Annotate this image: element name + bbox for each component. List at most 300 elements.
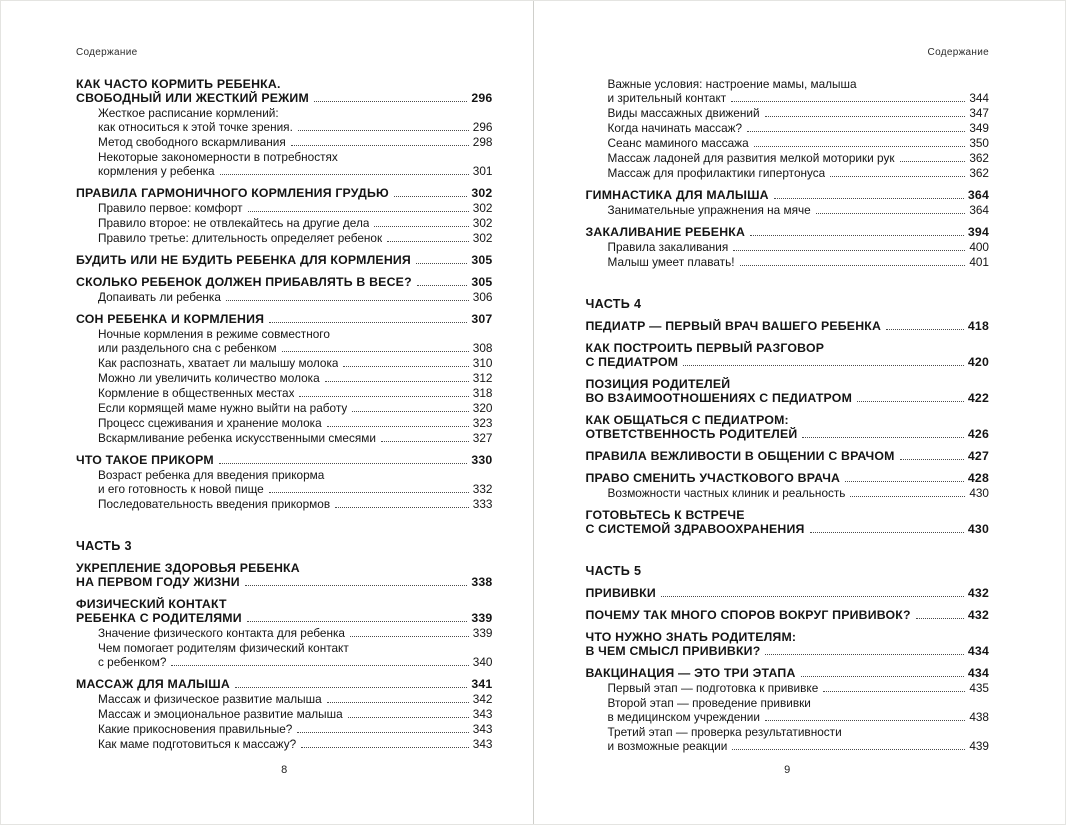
toc-entry-line <box>585 319 989 333</box>
toc-entry-text: ЧТО НУЖНО ЗНАТЬ РОДИТЕЛЯМ: <box>585 630 797 644</box>
toc-entry <box>585 377 989 405</box>
toc-entry <box>585 341 989 369</box>
toc-entry-line <box>98 341 492 355</box>
toc-page-number: 320 <box>472 401 493 415</box>
toc-entry-line <box>98 722 492 736</box>
toc-page-number: 347 <box>969 106 989 120</box>
dot-leader <box>343 366 468 367</box>
dot-leader <box>374 226 468 227</box>
toc-entry-line <box>585 608 989 622</box>
toc-part-heading <box>585 297 989 311</box>
toc-entry-text: ЗАКАЛИВАНИЕ РЕБЕНКА <box>585 225 746 239</box>
toc-entry <box>76 253 492 267</box>
toc-part-heading <box>76 539 492 553</box>
toc-entry-line <box>585 586 989 600</box>
dot-leader <box>801 676 964 677</box>
toc-entry-line <box>76 253 492 267</box>
toc-entry-text: Второй этап — проведение прививки <box>607 696 811 710</box>
toc-entry-text: В ЧЕМ СМЫСЛ ПРИВИВКИ? <box>585 644 761 658</box>
toc-page-number: 364 <box>969 203 989 217</box>
toc-entry-text: Правило первое: комфорт <box>98 201 243 215</box>
dot-leader <box>750 235 964 236</box>
toc-page-number: 318 <box>472 386 493 400</box>
toc-entry <box>585 151 989 165</box>
toc-entry <box>585 608 989 622</box>
toc-entry-text: КАК ЧАСТО КОРМИТЬ РЕБЕНКА. <box>76 77 281 91</box>
dot-leader <box>916 618 964 619</box>
toc-entry-line <box>585 413 989 427</box>
toc-page-number: 301 <box>472 164 493 178</box>
toc-entry-text: Последовательность введения прикормов <box>98 497 331 511</box>
toc-entry <box>585 681 989 695</box>
toc-page-number: 343 <box>472 722 493 736</box>
toc-entry <box>585 136 989 150</box>
toc-entry <box>76 737 492 751</box>
toc-entry-line <box>98 371 492 385</box>
dot-leader <box>830 176 965 177</box>
toc-page-number: 339 <box>472 626 493 640</box>
toc-entry <box>76 561 492 589</box>
toc-entry-line <box>98 497 492 511</box>
toc-entry-line <box>98 707 492 721</box>
dot-leader <box>900 459 964 460</box>
toc-entry <box>76 722 492 736</box>
toc-entry-text: Возможности частных клиник и реальность <box>607 486 846 500</box>
toc-entry-line <box>98 468 492 482</box>
toc-entry-text: БУДИТЬ ИЛИ НЕ БУДИТЬ РЕБЕНКА ДЛЯ КОРМЛЕНИЯ <box>76 253 411 267</box>
toc-page-number: 327 <box>472 431 493 445</box>
toc-entry-line <box>607 203 989 217</box>
toc-entry <box>76 216 492 230</box>
dot-leader <box>171 665 468 666</box>
dot-leader <box>845 481 964 482</box>
page-number-right: 9 <box>784 764 791 776</box>
toc-entry <box>585 225 989 239</box>
running-header-left: Содержание <box>76 47 138 58</box>
toc-entry-line <box>98 216 492 230</box>
toc-entry-line <box>76 275 492 289</box>
dot-leader <box>387 241 469 242</box>
dot-leader <box>327 702 469 703</box>
toc-entry <box>585 106 989 120</box>
toc-entry-text: Значение физического контакта для ребенка <box>98 626 345 640</box>
toc-entry-line <box>98 150 492 164</box>
toc-page-number: 302 <box>472 201 493 215</box>
toc-entry-line <box>585 471 989 485</box>
toc-page-number: 302 <box>471 186 493 200</box>
toc-entry-text: ВАКЦИНАЦИЯ — ЭТО ТРИ ЭТАПА <box>585 666 796 680</box>
toc-entry <box>76 231 492 245</box>
toc-entry-text: Чем помогает родителям физический контакт <box>98 641 349 655</box>
toc-page-number: 323 <box>472 416 493 430</box>
dot-leader <box>352 411 469 412</box>
toc-entry-line <box>585 644 989 658</box>
toc-entry-text: С СИСТЕМОЙ ЗДРАВООХРАНЕНИЯ <box>585 522 805 536</box>
toc-entry-text: Когда начинать массаж? <box>607 121 743 135</box>
toc-entry-text: Ночные кормления в режиме совместного <box>98 327 330 341</box>
toc-entry-line <box>98 737 492 751</box>
toc-entry-text: Как распознать, хватает ли малышу молока <box>98 356 339 370</box>
toc-entry <box>76 416 492 430</box>
toc-entry-line <box>607 255 989 269</box>
toc-entry-line <box>585 188 989 202</box>
dot-leader <box>245 585 468 586</box>
toc-entry-text: и его готовность к новой пище <box>98 482 264 496</box>
toc-entry <box>76 431 492 445</box>
toc-entry-line <box>585 508 989 522</box>
toc-entry-text: с ребенком? <box>98 655 167 669</box>
toc-entry-text: ПОЧЕМУ ТАК МНОГО СПОРОВ ВОКРУГ ПРИВИВОК? <box>585 608 911 622</box>
toc-entry <box>585 255 989 269</box>
toc-entry-text: и возможные реакции <box>607 739 728 753</box>
toc-entry-text: в медицинском учреждении <box>607 710 760 724</box>
dot-leader <box>733 250 965 251</box>
toc-entry <box>76 497 492 511</box>
toc-left <box>76 77 492 751</box>
toc-entry <box>76 150 492 178</box>
toc-entry <box>585 471 989 485</box>
dot-leader <box>291 145 469 146</box>
dot-leader <box>754 146 966 147</box>
dot-leader <box>282 351 469 352</box>
toc-entry-line <box>98 201 492 215</box>
toc-page-number: 310 <box>472 356 493 370</box>
toc-page-number: 394 <box>967 225 989 239</box>
toc-page-number: 434 <box>967 666 989 680</box>
toc-entry <box>585 319 989 333</box>
toc-entry <box>585 166 989 180</box>
dot-leader <box>325 381 469 382</box>
toc-entry-line <box>76 611 492 625</box>
toc-entry-text: Вскармливание ребенка искусственными смесями <box>98 431 376 445</box>
toc-entry <box>76 106 492 134</box>
toc-page-number: 349 <box>969 121 989 135</box>
dot-leader <box>731 101 965 102</box>
toc-entry <box>585 449 989 463</box>
toc-page-number: 308 <box>472 341 493 355</box>
toc-part-heading <box>585 564 989 578</box>
toc-page-number: 330 <box>471 453 493 467</box>
toc-entry <box>585 666 989 680</box>
toc-entry-line <box>607 106 989 120</box>
toc-page-number: 340 <box>472 655 493 669</box>
toc-entry-text: РЕБЕНКА С РОДИТЕЛЯМИ <box>76 611 242 625</box>
toc-entry-line <box>98 106 492 120</box>
toc-entry-line <box>98 164 492 178</box>
toc-page-number: 418 <box>967 319 989 333</box>
toc-entry-text: или раздельного сна с ребенком <box>98 341 277 355</box>
toc-entry-line <box>98 626 492 640</box>
toc-entry-line <box>585 391 989 405</box>
toc-entry-text: ГИМНАСТИКА ДЛЯ МАЛЫША <box>585 188 769 202</box>
toc-entry <box>76 626 492 640</box>
toc-entry-line <box>76 575 492 589</box>
toc-page-number: 307 <box>471 312 493 326</box>
toc-page-number: 422 <box>967 391 989 405</box>
toc-entry-line <box>607 240 989 254</box>
dot-leader <box>900 161 966 162</box>
dot-leader <box>823 691 965 692</box>
dot-leader <box>335 507 469 508</box>
toc-entry-line <box>607 681 989 695</box>
dot-leader <box>350 636 469 637</box>
toc-entry-text: ЧТО ТАКОЕ ПРИКОРМ <box>76 453 214 467</box>
toc-entry <box>585 696 989 724</box>
toc-page-number: 305 <box>471 253 493 267</box>
toc-entry-text: Массаж и эмоциональное развитие малыша <box>98 707 343 721</box>
toc-entry-line <box>98 135 492 149</box>
toc-page-number: 339 <box>471 611 493 625</box>
toc-entry-text: Первый этап — подготовка к прививке <box>607 681 819 695</box>
toc-entry <box>76 356 492 370</box>
toc-entry-text: и зрительный контакт <box>607 91 727 105</box>
toc-entry-text: Массаж ладоней для развития мелкой моторики рук <box>607 151 895 165</box>
toc-page-number: 364 <box>967 188 989 202</box>
toc-entry-text: ПРИВИВКИ <box>585 586 656 600</box>
toc-page-number: 344 <box>969 91 989 105</box>
toc-entry-text: Сеанс маминого массажа <box>607 136 749 150</box>
toc-entry-line <box>98 120 492 134</box>
toc-entry <box>585 508 989 536</box>
page-number-left: 8 <box>281 764 288 776</box>
dot-leader <box>219 463 468 464</box>
toc-entry-line <box>98 386 492 400</box>
toc-entry <box>76 312 492 326</box>
toc-entry-text: Занимательные упражнения на мяче <box>607 203 811 217</box>
toc-page-number: 426 <box>967 427 989 441</box>
toc-entry-text: Важные условия: настроение мамы, малыша <box>607 77 857 91</box>
toc-entry <box>585 203 989 217</box>
toc-entry <box>76 692 492 706</box>
toc-entry <box>76 677 492 691</box>
toc-page-number: 428 <box>967 471 989 485</box>
dot-leader <box>226 300 469 301</box>
toc-entry-line <box>607 166 989 180</box>
toc-entry-text: ФИЗИЧЕСКИЙ КОНТАКТ <box>76 597 227 611</box>
toc-page-number: 296 <box>471 91 493 105</box>
toc-page-number: 305 <box>471 275 493 289</box>
toc-entry-text: Жесткое расписание кормлений: <box>98 106 279 120</box>
toc-entry-text: С ПЕДИАТРОМ <box>585 355 679 369</box>
toc-entry-line <box>585 564 989 578</box>
toc-entry <box>76 597 492 625</box>
toc-entry-line <box>607 696 989 710</box>
dot-leader <box>417 285 468 286</box>
toc-entry <box>76 641 492 669</box>
toc-entry-text: Можно ли увеличить количество молока <box>98 371 320 385</box>
toc-page-number: 343 <box>472 737 493 751</box>
toc-page-number: 332 <box>472 482 493 496</box>
toc-entry <box>76 371 492 385</box>
toc-entry-line <box>585 355 989 369</box>
toc-entry <box>76 386 492 400</box>
toc-entry-text: Процесс сцеживания и хранение молока <box>98 416 322 430</box>
toc-entry-line <box>607 91 989 105</box>
toc-page-number: 434 <box>967 644 989 658</box>
toc-entry-line <box>607 136 989 150</box>
toc-entry-line <box>76 561 492 575</box>
toc-page-number: 296 <box>472 120 493 134</box>
toc-entry-text: ГОТОВЬТЕСЬ К ВСТРЕЧЕ <box>585 508 745 522</box>
toc-page-number: 432 <box>967 586 989 600</box>
dot-leader <box>886 329 964 330</box>
dot-leader <box>765 654 963 655</box>
toc-entry-text: УКРЕПЛЕНИЕ ЗДОРОВЬЯ РЕБЕНКА <box>76 561 300 575</box>
toc-entry-line <box>76 91 492 105</box>
toc-page-number: 306 <box>472 290 493 304</box>
dot-leader <box>810 532 964 533</box>
toc-entry-line <box>76 77 492 91</box>
toc-entry <box>585 188 989 202</box>
toc-page-number: 298 <box>472 135 493 149</box>
toc-entry-text: кормления у ребенка <box>98 164 215 178</box>
toc-page-number: 420 <box>967 355 989 369</box>
toc-entry <box>585 77 989 105</box>
dot-leader <box>802 437 963 438</box>
toc-entry-line <box>98 641 492 655</box>
toc-entry-text: Виды массажных движений <box>607 106 760 120</box>
toc-page-number: 333 <box>472 497 493 511</box>
toc-entry <box>76 186 492 200</box>
toc-entry <box>76 290 492 304</box>
toc-page-number: 400 <box>969 240 989 254</box>
toc-page-number: 341 <box>471 677 493 691</box>
toc-entry <box>585 240 989 254</box>
toc-page-number: 432 <box>967 608 989 622</box>
dot-leader <box>816 213 966 214</box>
toc-entry-text: СОН РЕБЕНКА И КОРМЛЕНИЯ <box>76 312 265 326</box>
toc-page-number: 401 <box>969 255 989 269</box>
dot-leader <box>299 396 468 397</box>
toc-page-number: 302 <box>472 216 493 230</box>
toc-page-number: 302 <box>472 231 493 245</box>
toc-entry-line <box>585 297 989 311</box>
dot-leader <box>740 265 966 266</box>
toc-entry-text: ЧАСТЬ 4 <box>585 297 642 311</box>
toc-entry-line <box>607 710 989 724</box>
toc-page-number: 439 <box>969 739 989 753</box>
toc-entry-text: Массаж и физическое развитие малыша <box>98 692 322 706</box>
dot-leader <box>857 401 964 402</box>
dot-leader <box>850 496 965 497</box>
toc-page-number: 350 <box>969 136 989 150</box>
toc-entry-line <box>98 655 492 669</box>
toc-entry-text: Кормление в общественных местах <box>98 386 295 400</box>
toc-entry-line <box>76 539 492 553</box>
toc-entry-line <box>76 453 492 467</box>
toc-page-number: 438 <box>969 710 989 724</box>
toc-right <box>585 77 989 753</box>
toc-entry-line <box>76 677 492 691</box>
toc-entry <box>76 401 492 415</box>
toc-entry-line <box>607 121 989 135</box>
toc-entry-line <box>98 416 492 430</box>
toc-page-number: 362 <box>969 166 989 180</box>
running-header-right: Содержание <box>927 47 989 58</box>
toc-entry-line <box>585 427 989 441</box>
toc-entry-text: Малыш умеет плавать! <box>607 255 735 269</box>
toc-entry <box>76 135 492 149</box>
dot-leader <box>248 211 469 212</box>
dot-leader <box>732 749 965 750</box>
toc-entry-line <box>98 482 492 496</box>
toc-page-number: 362 <box>969 151 989 165</box>
toc-entry <box>76 453 492 467</box>
toc-entry-text: Некоторые закономерности в потребностях <box>98 150 338 164</box>
toc-entry-text: Допаивать ли ребенка <box>98 290 221 304</box>
toc-entry-line <box>585 225 989 239</box>
dot-leader <box>269 492 469 493</box>
dot-leader <box>348 717 469 718</box>
dot-leader <box>314 101 467 102</box>
toc-entry-line <box>98 431 492 445</box>
dot-leader <box>661 596 964 597</box>
toc-entry-text: как относиться к этой точке зрения. <box>98 120 293 134</box>
dot-leader <box>327 426 469 427</box>
toc-entry <box>585 586 989 600</box>
toc-entry-line <box>76 186 492 200</box>
dot-leader <box>247 621 468 622</box>
toc-entry <box>585 725 989 753</box>
toc-entry <box>585 486 989 500</box>
toc-entry-text: ПОЗИЦИЯ РОДИТЕЛЕЙ <box>585 377 731 391</box>
toc-page-number: 342 <box>472 692 493 706</box>
dot-leader <box>297 732 468 733</box>
toc-entry <box>76 468 492 496</box>
toc-entry-text: Правило второе: не отвлекайтесь на другие дела <box>98 216 370 230</box>
toc-page-number: 338 <box>471 575 493 589</box>
toc-entry-text: СКОЛЬКО РЕБЕНОК ДОЛЖЕН ПРИБАВЛЯТЬ В ВЕСЕ? <box>76 275 412 289</box>
dot-leader <box>747 131 965 132</box>
toc-entry-line <box>607 77 989 91</box>
toc-entry-text: Правило третье: длительность определяет ребенок <box>98 231 383 245</box>
toc-entry <box>76 707 492 721</box>
toc-entry-line <box>98 401 492 415</box>
toc-entry-text: ПРАВИЛА ГАРМОНИЧНОГО КОРМЛЕНИЯ ГРУДЬЮ <box>76 186 389 200</box>
toc-page-number: 343 <box>472 707 493 721</box>
toc-entry-text: Если кормящей маме нужно выйти на работу <box>98 401 348 415</box>
toc-entry-line <box>98 327 492 341</box>
toc-entry-line <box>98 290 492 304</box>
toc-entry-text: Метод свободного вскармливания <box>98 135 286 149</box>
toc-entry <box>585 630 989 658</box>
toc-entry <box>585 413 989 441</box>
toc-entry-line <box>98 231 492 245</box>
toc-entry-line <box>607 486 989 500</box>
toc-entry-text: ПРАВО СМЕНИТЬ УЧАСТКОВОГО ВРАЧА <box>585 471 841 485</box>
toc-entry-line <box>585 630 989 644</box>
toc-entry-text: Третий этап — проверка результативности <box>607 725 842 739</box>
toc-entry-text: Возраст ребенка для введения прикорма <box>98 468 325 482</box>
dot-leader <box>683 365 964 366</box>
toc-entry-line <box>585 666 989 680</box>
toc-page-number: 430 <box>969 486 989 500</box>
toc-entry-line <box>76 597 492 611</box>
toc-entry <box>76 77 492 105</box>
toc-entry-text: ЧАСТЬ 3 <box>76 539 132 553</box>
toc-page-number: 312 <box>472 371 493 385</box>
toc-entry-text: ОТВЕТСТВЕННОСТЬ РОДИТЕЛЕЙ <box>585 427 798 441</box>
toc-entry-text: Какие прикосновения правильные? <box>98 722 293 736</box>
toc-entry-line <box>607 151 989 165</box>
toc-entry-line <box>585 377 989 391</box>
toc-entry-line <box>76 312 492 326</box>
toc-entry-text: ПРАВИЛА ВЕЖЛИВОСТИ В ОБЩЕНИИ С ВРАЧОМ <box>585 449 895 463</box>
toc-entry-line <box>585 449 989 463</box>
toc-page-number: 427 <box>967 449 989 463</box>
toc-page-number: 430 <box>967 522 989 536</box>
dot-leader <box>220 174 469 175</box>
